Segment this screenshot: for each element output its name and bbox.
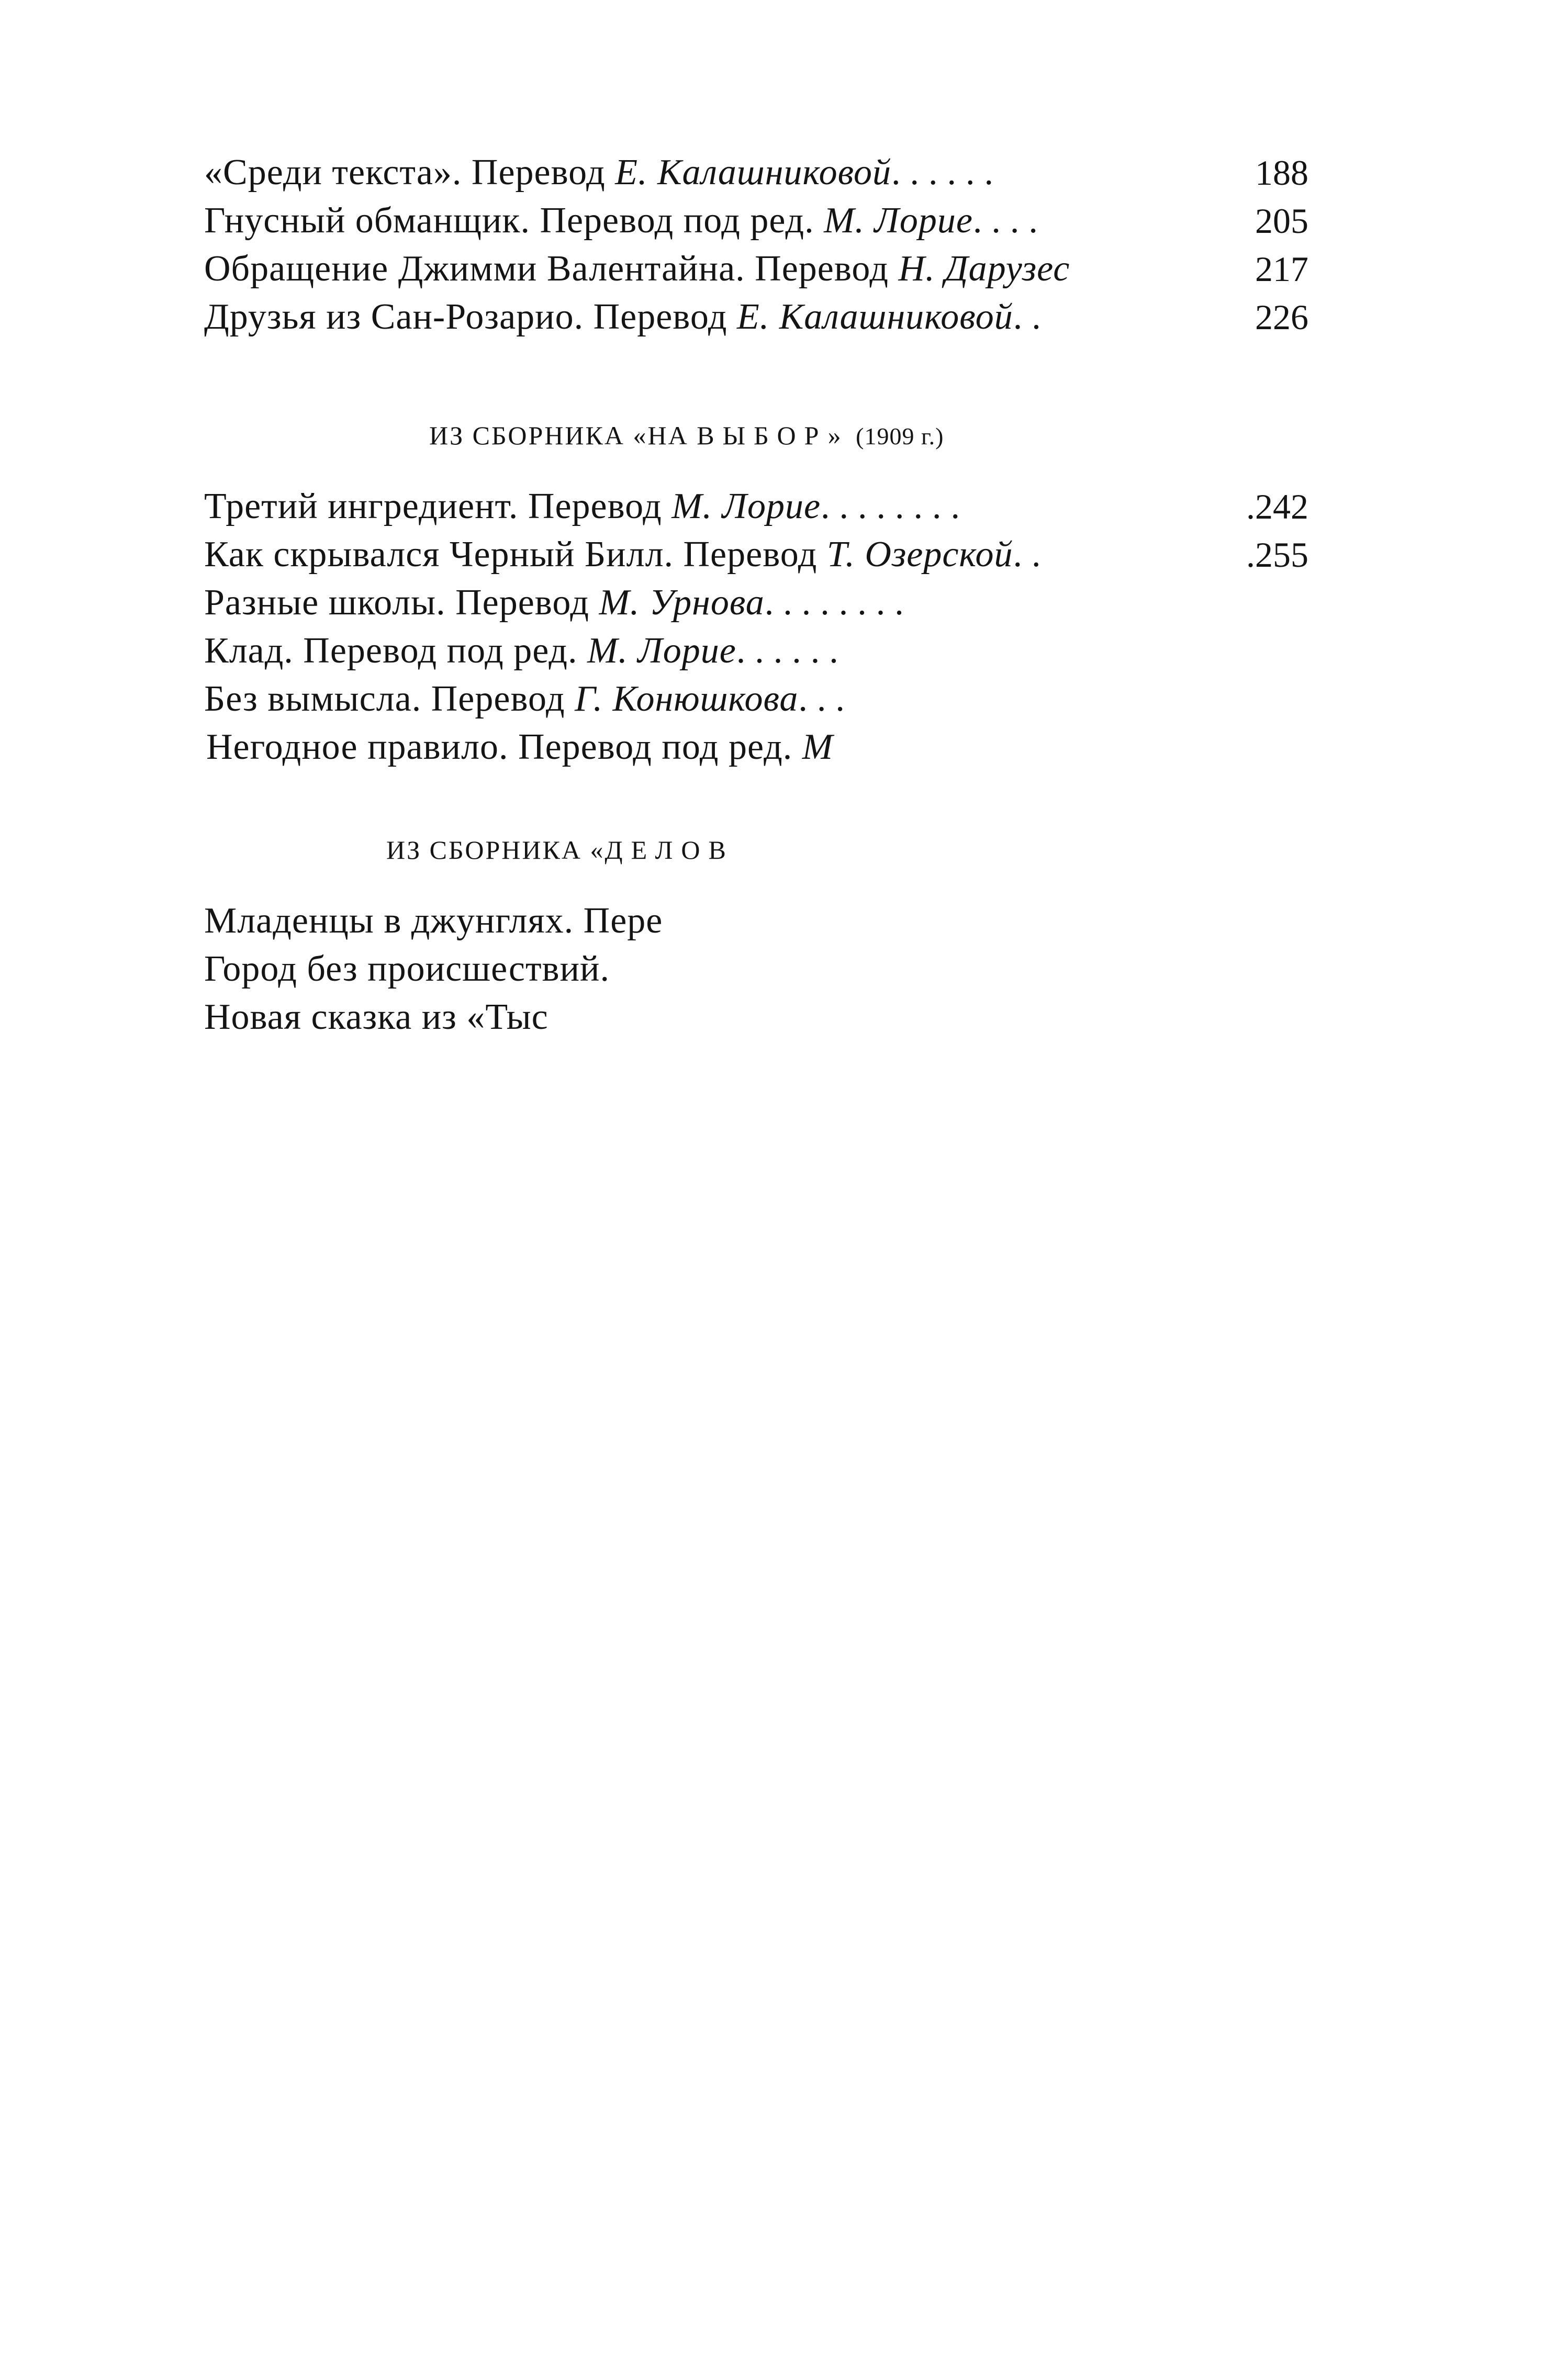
entry-title: Как скрывался Черный Билл. Перевод — [204, 534, 827, 575]
section-heading-prefix: ИЗ СБОРНИКА « — [386, 835, 605, 865]
dot-leader: ...... — [736, 631, 848, 671]
page-number: 205 — [1255, 201, 1308, 241]
entry-translator: М. Урнова — [599, 582, 765, 623]
section-heading — [429, 414, 944, 457]
entry-title: Третий ингредиент. Перевод — [204, 486, 672, 526]
entry-title: Младенцы в джунглях. Пере — [204, 901, 663, 941]
toc-entry — [204, 291, 1050, 343]
dot-leader: .. — [1013, 297, 1050, 337]
entry-title: Друзья из Сан-Розарио. Перевод — [204, 297, 737, 337]
dot-leader: ... — [798, 679, 854, 719]
entry-title: Негодное правило. Перевод под ред. — [206, 727, 802, 767]
toc-entry — [204, 991, 548, 1043]
toc-entry — [204, 943, 610, 995]
entry-translator: М. Лорие — [671, 486, 821, 526]
section-heading-title: ДЕЛОВ — [604, 835, 734, 865]
entry-translator: Г. Конюшкова — [575, 679, 799, 719]
toc-entry — [204, 480, 969, 533]
toc-entry — [204, 625, 848, 677]
page-number: 217 — [1255, 249, 1308, 289]
entry-translator: М. Лорие — [587, 631, 736, 671]
entry-title: Клад. Перевод под ред. — [204, 631, 587, 671]
entry-title: «Среди текста». Перевод — [204, 152, 615, 193]
entry-title: Город без происшествий. — [204, 949, 610, 989]
toc-entry — [204, 895, 663, 947]
page-number: .255 — [1246, 535, 1308, 575]
page-number: .242 — [1246, 487, 1308, 526]
dot-leader: ...... — [891, 152, 1003, 193]
entry-translator: Е. Калашниковой — [736, 297, 1013, 337]
entry-title: Новая сказка из «Тыс — [204, 997, 548, 1037]
toc-entry — [204, 529, 1050, 581]
toc-entry — [204, 195, 1047, 247]
dot-leader: ........ — [821, 486, 970, 526]
entry-title: Гнусный обманщик. Перевод под ред. — [204, 200, 824, 241]
entry-translator: М. Лорие — [824, 200, 973, 241]
entry-title: Разные школы. Перевод — [204, 582, 599, 623]
dot-leader: ........ — [764, 582, 913, 623]
toc-entry — [206, 721, 833, 773]
entry-title: Обращение Джимми Валентайна. Перевод — [204, 249, 899, 289]
entry-translator: Н. Дарузес — [898, 249, 1070, 289]
section-heading — [386, 829, 734, 871]
entry-translator: Т. Озерской — [826, 534, 1013, 575]
dot-leader: .. — [1013, 534, 1050, 575]
page-number: 226 — [1255, 297, 1308, 337]
entry-translator: Е. Калашниковой — [615, 152, 892, 193]
section-heading-year: (1909 г.) — [849, 423, 944, 450]
section-heading-title: ВЫБОР» — [697, 421, 849, 450]
page-number: 188 — [1255, 153, 1308, 193]
toc-entry — [204, 147, 1003, 199]
section-heading-prefix: ИЗ СБОРНИКА «НА — [429, 421, 697, 450]
dot-leader: .... — [972, 200, 1047, 241]
entry-title: Без вымысла. Перевод — [204, 679, 575, 719]
toc-entry — [204, 243, 1070, 295]
entry-translator: М — [802, 727, 834, 767]
toc-entry — [204, 673, 854, 725]
toc-entry — [204, 577, 913, 629]
